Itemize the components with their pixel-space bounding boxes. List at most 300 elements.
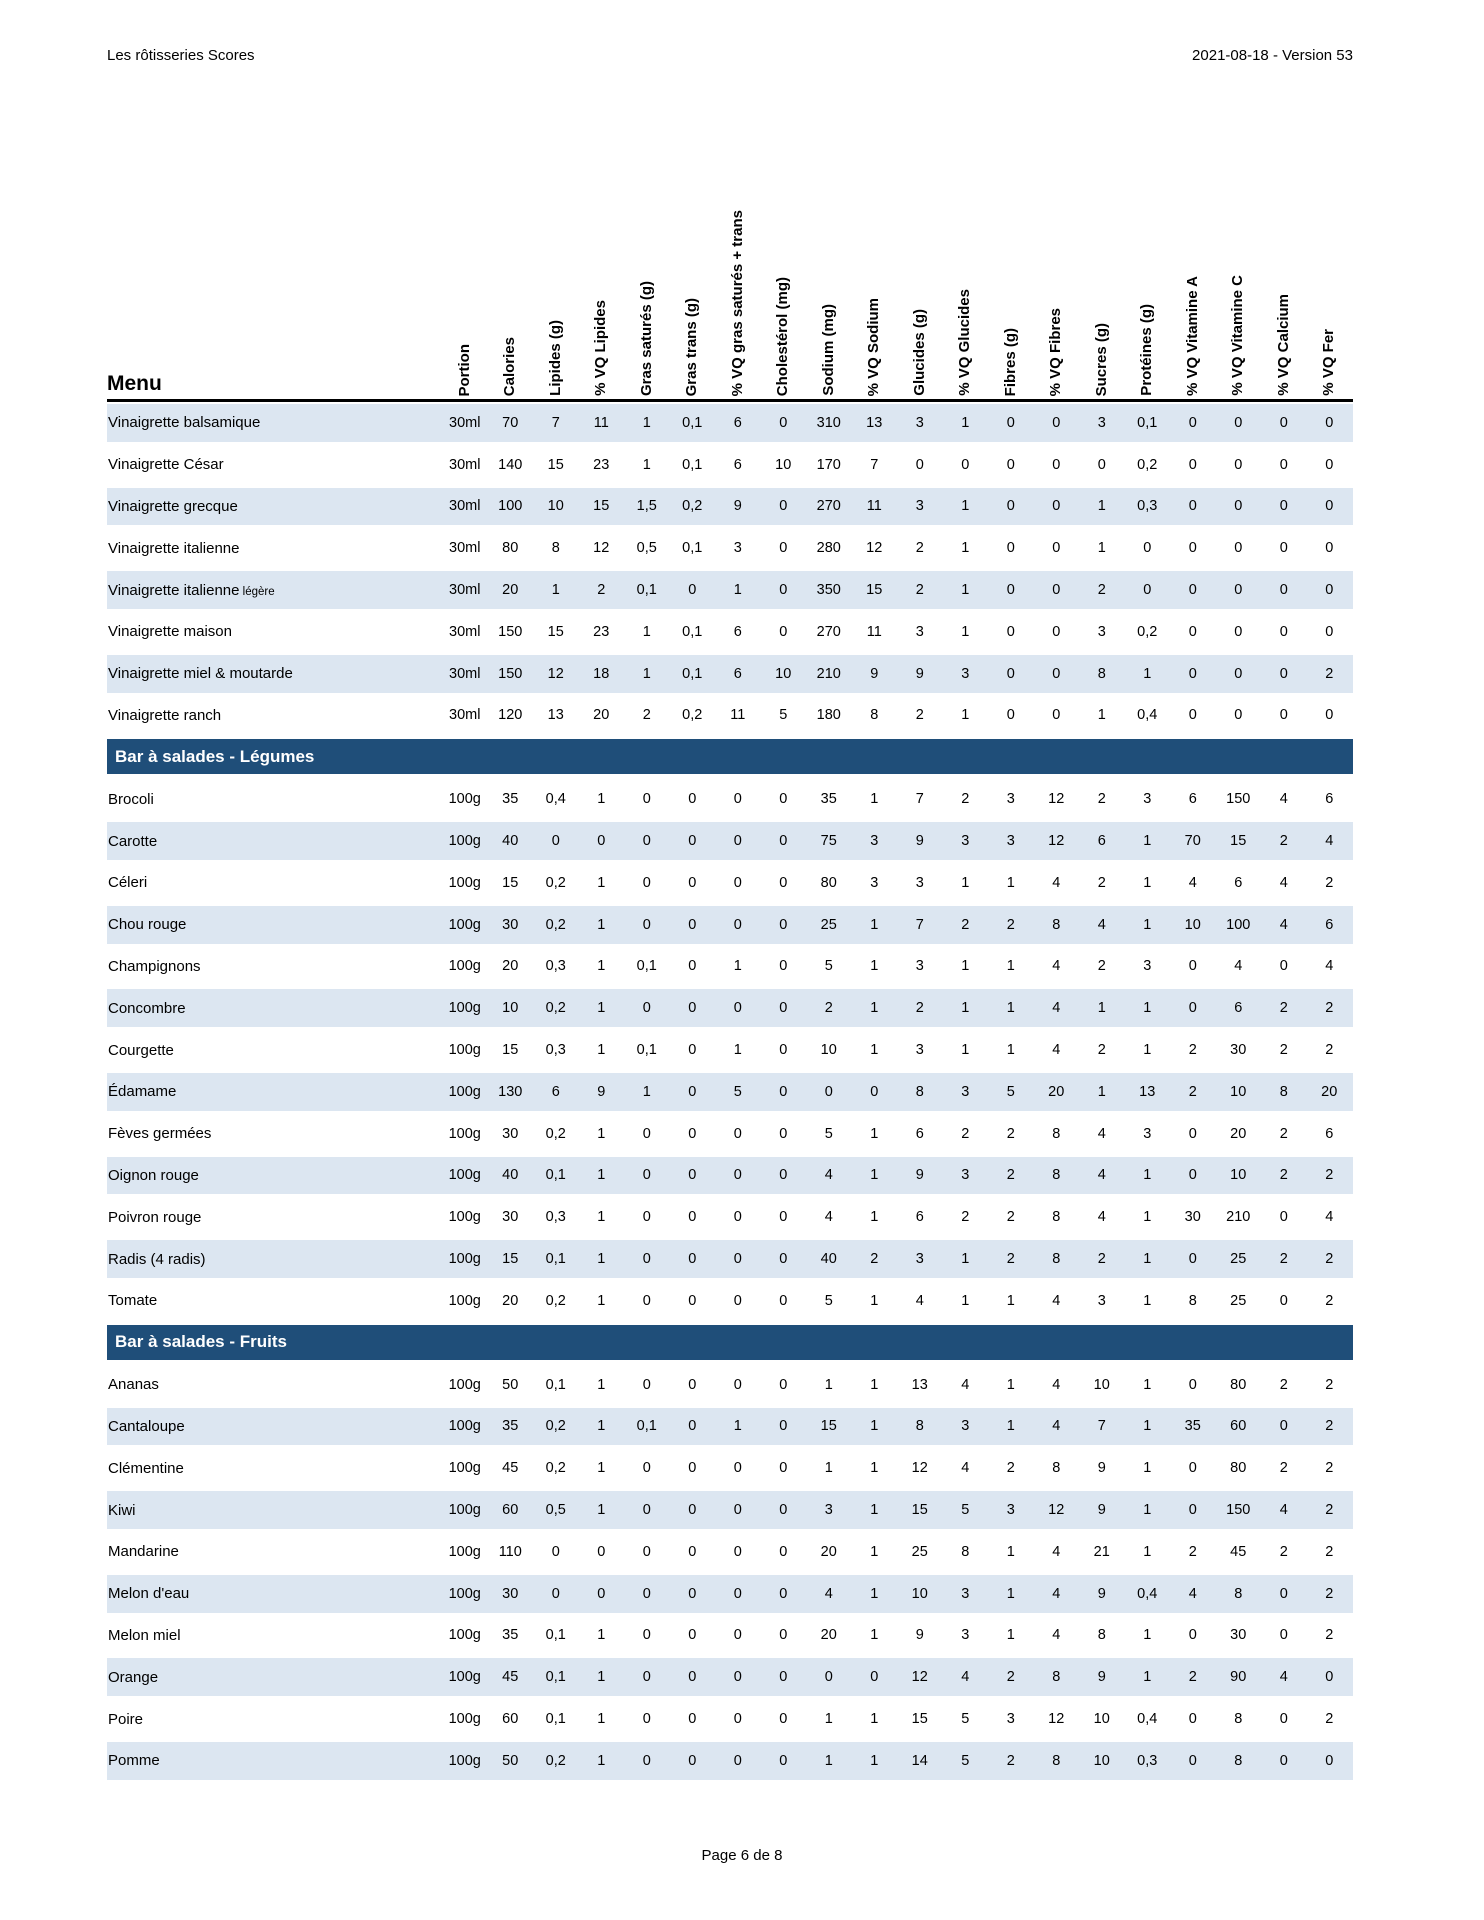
- row-label: Vinaigrette César: [108, 456, 224, 474]
- row-value: 10: [1093, 1711, 1110, 1727]
- row-value: 1: [1143, 1209, 1152, 1226]
- row-value: 0,1: [545, 1627, 566, 1644]
- row-value: 1: [1143, 1251, 1152, 1268]
- row-value: 1: [870, 1752, 879, 1769]
- row-value: 0: [779, 1251, 788, 1268]
- row-value: 30ml: [449, 498, 481, 515]
- row-value: 1: [1143, 1627, 1152, 1644]
- row-value: 1: [1006, 1042, 1015, 1059]
- column-header-label: % VQ Fibres: [1047, 307, 1065, 396]
- row-value: 4: [1052, 1376, 1061, 1393]
- row-value: 21: [1093, 1543, 1110, 1560]
- row-value: 1,5: [636, 498, 657, 515]
- row-value: 0: [779, 1752, 788, 1769]
- row-value: 1: [597, 1042, 606, 1059]
- row-value: 30: [502, 916, 519, 933]
- row-value: 1: [870, 1000, 879, 1017]
- row-value: 0: [1097, 456, 1106, 473]
- version-label: 2021-08-18 - Version 53: [1192, 47, 1353, 64]
- row-label: Melon miel: [108, 1626, 181, 1644]
- row-value: 8: [1097, 1627, 1106, 1644]
- row-value: 4: [824, 1167, 833, 1184]
- row-value: 1: [961, 707, 970, 724]
- row-value: 0: [1279, 456, 1288, 473]
- row-value: 3: [961, 833, 970, 850]
- row-value: 13: [1139, 1083, 1156, 1100]
- row-value: 1: [1006, 1376, 1015, 1393]
- row-value: 0: [642, 1251, 651, 1268]
- row-value: 15: [547, 456, 564, 473]
- row-value: 1: [1097, 1083, 1106, 1100]
- row-value: 12: [593, 540, 610, 557]
- row-value: 4: [824, 1585, 833, 1602]
- row-value: 4: [1279, 791, 1288, 808]
- row-value: 9: [915, 665, 924, 682]
- row-value: 4: [1052, 1292, 1061, 1309]
- row-value: 20: [502, 958, 519, 975]
- row-value: 1: [642, 456, 651, 473]
- row-value: 15: [911, 1502, 928, 1519]
- row-value: 40: [820, 1251, 837, 1268]
- row-value: 210: [816, 665, 841, 682]
- row-value: 0: [733, 1000, 742, 1017]
- column-header: [852, 137, 898, 399]
- row-label: Pomme: [108, 1752, 160, 1770]
- row-value: 30ml: [449, 456, 481, 473]
- row-value: 0: [1234, 707, 1243, 724]
- row-value: 0: [1279, 540, 1288, 557]
- row-value: 3: [1143, 958, 1152, 975]
- row-value: 0: [733, 1125, 742, 1142]
- row-value: 0,1: [545, 1669, 566, 1686]
- row-label-suffix: légère: [239, 585, 275, 598]
- row-value: 0,1: [545, 1376, 566, 1393]
- row-value: 1: [870, 791, 879, 808]
- row-value: 2: [1325, 1627, 1334, 1644]
- row-value: 30: [502, 1585, 519, 1602]
- row-value: 100g: [448, 1752, 481, 1769]
- row-value: 2: [1279, 833, 1288, 850]
- row-value: 0: [733, 1627, 742, 1644]
- row-value: 0,1: [545, 1167, 566, 1184]
- row-value: 0,2: [545, 916, 566, 933]
- row-value: 8: [1052, 1167, 1061, 1184]
- row-value: 1: [1097, 707, 1106, 724]
- row-label: Orange: [108, 1668, 159, 1686]
- row-value: 4: [1052, 1042, 1061, 1059]
- row-value: 0: [779, 1418, 788, 1435]
- row-value: 0: [779, 1627, 788, 1644]
- column-header-label: % VQ Lipides: [592, 300, 610, 396]
- row-value: 5: [779, 707, 788, 724]
- row-value: 0: [779, 623, 788, 640]
- row-value: 0: [779, 414, 788, 431]
- row-value: 1: [961, 498, 970, 515]
- row-value: 2: [1325, 1585, 1334, 1602]
- row-value: 0,4: [1137, 1711, 1158, 1727]
- row-value: 1: [1143, 916, 1152, 933]
- row-value: 1: [1143, 833, 1152, 850]
- row-value: 0: [1188, 665, 1197, 682]
- row-value: 110: [498, 1543, 522, 1560]
- column-header: [488, 137, 534, 399]
- row-value: 4: [961, 1376, 970, 1393]
- row-value: 30: [1230, 1042, 1247, 1059]
- column-header: [1261, 137, 1307, 399]
- row-value: 100g: [448, 1209, 481, 1226]
- row-value: 0: [961, 456, 970, 473]
- row-value: 1: [1006, 1292, 1015, 1309]
- row-value: 6: [1325, 791, 1334, 808]
- row-value: 4: [1052, 1627, 1061, 1644]
- row-value: 1: [870, 1543, 879, 1560]
- row-value: 0: [642, 1627, 651, 1644]
- row-value: 4: [1279, 874, 1288, 891]
- row-value: 150: [498, 665, 523, 682]
- row-value: 20: [1048, 1083, 1065, 1100]
- row-value: 80: [502, 540, 519, 557]
- row-value: 3: [1097, 1292, 1106, 1309]
- column-header: [1125, 137, 1171, 399]
- row-value: 1: [870, 1125, 879, 1142]
- row-value: 9: [870, 665, 879, 682]
- row-value: 0: [688, 833, 697, 850]
- row-value: 3: [1006, 833, 1015, 850]
- row-value: 3: [1006, 1502, 1015, 1519]
- row-value: 1: [870, 1292, 879, 1309]
- row-value: 3: [1006, 1711, 1015, 1727]
- row-value: 0: [642, 874, 651, 891]
- row-value: 0: [1188, 582, 1197, 599]
- column-header-label: % VQ Fer: [1320, 329, 1338, 396]
- row-value: 0: [733, 1669, 742, 1686]
- row-value: 0: [779, 498, 788, 515]
- row-value: 100g: [448, 1292, 481, 1309]
- row-value: 3: [915, 498, 924, 515]
- row-value: 0: [870, 1083, 879, 1100]
- row-value: 12: [911, 1460, 928, 1477]
- row-value: 15: [1230, 833, 1247, 850]
- row-value: 35: [502, 1418, 519, 1435]
- row-label: Poivron rouge: [108, 1208, 202, 1226]
- row-value: 5: [733, 1083, 742, 1100]
- row-value: 1: [961, 874, 970, 891]
- row-value: 2: [961, 791, 970, 808]
- row-value: 4: [1097, 1209, 1106, 1226]
- row-value: 0: [1143, 540, 1152, 557]
- row-value: 0: [642, 1711, 651, 1727]
- row-label: Édamame: [108, 1083, 177, 1101]
- row-value: 0: [642, 1209, 651, 1226]
- row-value: 1: [870, 1460, 879, 1477]
- row-value: 4: [1052, 874, 1061, 891]
- table-row: [107, 1447, 1353, 1489]
- row-value: 10: [1184, 916, 1201, 933]
- column-header: [1079, 137, 1125, 399]
- row-value: 12: [547, 665, 564, 682]
- row-value: 70: [1184, 833, 1201, 850]
- column-header: [988, 137, 1034, 399]
- row-value: 2: [597, 582, 606, 599]
- row-value: 11: [866, 498, 882, 515]
- table-row: [107, 695, 1353, 737]
- row-value: 6: [1097, 833, 1106, 850]
- row-value: 0: [1234, 498, 1243, 515]
- row-value: 1: [597, 1292, 606, 1309]
- row-value: 0: [1188, 1125, 1197, 1142]
- row-value: 35: [502, 1627, 519, 1644]
- row-value: 15: [866, 582, 883, 599]
- row-value: 270: [816, 498, 841, 515]
- table-row: [107, 1280, 1353, 1322]
- row-value: 100g: [448, 1000, 481, 1017]
- column-header: [533, 137, 579, 399]
- row-value: 0: [1325, 623, 1334, 640]
- row-value: 25: [1230, 1251, 1247, 1268]
- table-row: [107, 1155, 1353, 1197]
- row-value: 20: [820, 1543, 837, 1560]
- row-value: 0: [733, 1711, 742, 1727]
- row-value: 8: [551, 540, 560, 557]
- row-value: 2: [915, 582, 924, 599]
- row-value: 0: [1279, 1752, 1288, 1769]
- row-value: 100g: [448, 833, 481, 850]
- row-value: 4: [1325, 833, 1334, 850]
- row-label: Brocoli: [108, 790, 154, 808]
- row-value: 100g: [448, 1669, 481, 1686]
- row-value: 1: [1097, 498, 1106, 515]
- row-value: 1: [824, 1711, 833, 1727]
- row-label: Vinaigrette ranch: [108, 706, 222, 724]
- row-value: 4: [1052, 958, 1061, 975]
- row-value: 100g: [448, 1042, 481, 1059]
- row-value: 1: [597, 1711, 606, 1727]
- row-value: 5: [961, 1502, 970, 1519]
- row-value: 40: [502, 833, 519, 850]
- row-value: 0: [688, 1376, 697, 1393]
- row-value: 4: [1325, 958, 1334, 975]
- row-value: 9: [915, 1627, 924, 1644]
- row-value: 8: [1052, 1251, 1061, 1268]
- row-value: 100g: [448, 958, 481, 975]
- row-value: 6: [733, 623, 742, 640]
- column-header: [579, 137, 625, 399]
- row-value: 20: [593, 707, 610, 724]
- row-value: 1: [961, 1000, 970, 1017]
- row-value: 0: [1325, 540, 1334, 557]
- row-value: 5: [824, 1125, 833, 1142]
- row-value: 8: [1234, 1752, 1243, 1769]
- row-value: 1: [1143, 1376, 1152, 1393]
- row-value: 6: [1234, 874, 1243, 891]
- row-label: Céleri: [108, 874, 148, 892]
- row-value: 2: [1279, 1000, 1288, 1017]
- row-value: 25: [1230, 1292, 1247, 1309]
- row-value: 0: [779, 540, 788, 557]
- row-value: 100g: [448, 874, 481, 891]
- row-value: 0: [688, 1083, 697, 1100]
- row-value: 3: [961, 1418, 970, 1435]
- table-row: [107, 1698, 1353, 1740]
- row-value: 10: [820, 1042, 837, 1059]
- row-value: 0,2: [682, 707, 703, 724]
- row-value: 1: [1143, 1292, 1152, 1309]
- row-value: 8: [1052, 1125, 1061, 1142]
- row-value: 4: [824, 1209, 833, 1226]
- row-value: 4: [915, 1292, 924, 1309]
- row-value: 2: [1188, 1042, 1197, 1059]
- row-value: 3: [961, 665, 970, 682]
- row-value: 2: [1325, 1543, 1334, 1560]
- table-row: [107, 1573, 1353, 1615]
- row-value: 1: [1143, 1502, 1152, 1519]
- row-value: 60: [502, 1711, 519, 1727]
- row-value: 35: [820, 791, 837, 808]
- row-value: 0: [779, 1292, 788, 1309]
- row-value: 100: [498, 498, 523, 515]
- row-value: 100g: [448, 916, 481, 933]
- row-value: 1: [733, 1418, 742, 1435]
- row-value: 1: [597, 791, 606, 808]
- row-value: 5: [824, 958, 833, 975]
- row-value: 0: [688, 1669, 697, 1686]
- row-value: 0: [1006, 707, 1015, 724]
- row-value: 3: [961, 1585, 970, 1602]
- row-value: 2: [1325, 1502, 1334, 1519]
- row-value: 0: [688, 1251, 697, 1268]
- row-value: 2: [1097, 582, 1106, 599]
- row-value: 1: [733, 958, 742, 975]
- row-value: 1: [1006, 1543, 1015, 1560]
- row-value: 2: [961, 1209, 970, 1226]
- row-value: 0: [688, 958, 697, 975]
- row-label: Vinaigrette balsamique: [108, 414, 261, 432]
- row-value: 0,2: [545, 1752, 566, 1769]
- row-value: 0: [1188, 1000, 1197, 1017]
- row-value: 1: [642, 665, 651, 682]
- row-value: 0: [1006, 498, 1015, 515]
- row-value: 3: [1006, 791, 1015, 808]
- row-value: 1: [642, 1083, 651, 1100]
- row-label: Cantaloupe: [108, 1417, 185, 1435]
- row-value: 0: [1279, 665, 1288, 682]
- row-value: 0: [1052, 665, 1061, 682]
- row-value: 0: [1188, 623, 1197, 640]
- row-value: 10: [1230, 1167, 1247, 1184]
- row-value: 1: [597, 874, 606, 891]
- row-value: 0: [642, 1543, 651, 1560]
- row-value: 8: [961, 1543, 970, 1560]
- row-value: 2: [1279, 1376, 1288, 1393]
- row-value: 0: [1279, 1418, 1288, 1435]
- row-value: 1: [824, 1752, 833, 1769]
- row-value: 11: [730, 707, 746, 724]
- row-value: 1: [642, 623, 651, 640]
- row-value: 3: [1143, 1125, 1152, 1142]
- row-value: 100g: [448, 1418, 481, 1435]
- row-value: 7: [915, 916, 924, 933]
- row-value: 15: [502, 1251, 519, 1268]
- row-value: 0,1: [636, 958, 657, 975]
- row-value: 100g: [448, 1627, 481, 1644]
- row-value: 3: [1143, 791, 1152, 808]
- row-value: 7: [551, 414, 560, 431]
- row-value: 1: [1143, 1669, 1152, 1686]
- row-value: 3: [961, 1083, 970, 1100]
- row-value: 1: [961, 582, 970, 599]
- row-value: 1: [961, 623, 970, 640]
- row-value: 10: [1230, 1083, 1247, 1100]
- row-value: 0: [1279, 582, 1288, 599]
- row-value: 4: [1052, 1418, 1061, 1435]
- row-value: 4: [1188, 1585, 1197, 1602]
- row-value: 13: [547, 707, 564, 724]
- table-row: [107, 904, 1353, 946]
- row-value: 1: [1006, 1000, 1015, 1017]
- row-value: 1: [1143, 1460, 1152, 1477]
- row-value: 4: [1279, 1502, 1288, 1519]
- row-value: 1: [597, 1418, 606, 1435]
- row-value: 30ml: [449, 707, 481, 724]
- row-value: 0: [688, 1167, 697, 1184]
- row-value: 6: [915, 1209, 924, 1226]
- column-header-label: Protéines (g): [1138, 304, 1156, 396]
- row-value: 0: [1188, 1627, 1197, 1644]
- row-value: 0: [642, 1000, 651, 1017]
- row-value: 0: [688, 1292, 697, 1309]
- row-value: 3: [915, 958, 924, 975]
- row-value: 10: [547, 498, 564, 515]
- row-value: 90: [1230, 1669, 1247, 1686]
- column-header-label: Portion: [455, 343, 473, 396]
- row-value: 4: [1279, 916, 1288, 933]
- row-value: 3: [733, 540, 742, 557]
- row-value: 0: [1188, 1460, 1197, 1477]
- row-value: 1: [1143, 874, 1152, 891]
- row-value: 0: [779, 958, 788, 975]
- row-value: 0: [779, 1167, 788, 1184]
- row-value: 0: [551, 1543, 560, 1560]
- row-value: 20: [1230, 1125, 1247, 1142]
- row-value: 0: [779, 1042, 788, 1059]
- row-value: 30: [502, 1125, 519, 1142]
- row-value: 10: [1093, 1752, 1110, 1769]
- row-value: 0: [1052, 707, 1061, 724]
- document-title: Les rôtisseries Scores: [107, 47, 255, 64]
- row-value: 0: [733, 916, 742, 933]
- column-header-label: % VQ gras saturés + trans: [728, 209, 746, 396]
- row-value: 0: [733, 1752, 742, 1769]
- row-value: 0: [1279, 1292, 1288, 1309]
- row-value: 3: [915, 414, 924, 431]
- row-value: 1: [961, 1042, 970, 1059]
- row-value: 0,2: [545, 1418, 566, 1435]
- row-value: 0,1: [636, 1418, 657, 1435]
- table-row: [107, 1740, 1353, 1782]
- row-value: 0: [915, 456, 924, 473]
- row-value: 2: [1097, 1042, 1106, 1059]
- row-value: 0: [779, 791, 788, 808]
- row-value: 0: [1325, 707, 1334, 724]
- row-value: 75: [820, 833, 837, 850]
- row-value: 0: [733, 1376, 742, 1393]
- row-value: 12: [1048, 1711, 1065, 1727]
- row-value: 1: [733, 582, 742, 599]
- row-value: 2: [642, 707, 651, 724]
- row-value: 0: [1234, 456, 1243, 473]
- row-value: 310: [816, 414, 841, 431]
- row-value: 2: [870, 1251, 879, 1268]
